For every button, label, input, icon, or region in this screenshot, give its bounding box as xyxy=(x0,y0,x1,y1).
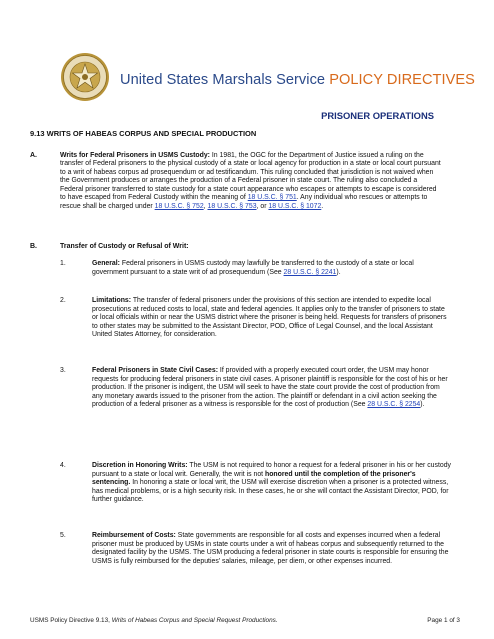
item-text xyxy=(92,462,452,505)
item-emphasis: honored until the completion of the prisoner's sentencing. xyxy=(92,470,416,487)
item-lead: Limitations: xyxy=(92,297,132,304)
section-b-title: Transfer of Custody or Refusal of Writ: xyxy=(60,243,189,250)
item-lead: General: xyxy=(92,260,120,267)
footer-directive-title: Writs of Habeas Corpus and Special Request Productions. xyxy=(111,617,278,624)
section-label: A. xyxy=(30,152,37,159)
series-name: POLICY DIRECTIVES xyxy=(329,72,475,88)
item-end: ). xyxy=(336,268,341,276)
item-lead: Reimbursement of Costs: xyxy=(92,532,176,539)
item-body: State governments are responsible for all costs and expenses incurred when a federal prisoner must be produced by USMs in state courts under a writ of habeas corpus and subsequently returned to the designated facility by the USMS. The USM producing a federal prisoner in state courts is responsible for ensuring the USMS is fully reimbursed for the deputies' salaries, mileage, per diem, or other expenses incurred. xyxy=(92,532,449,565)
item-body: The USM is not required to honor a request for a federal prisoner in his or her custody pursuant to a state or local writ. Generally, the writ is not xyxy=(92,462,451,478)
item-body: If provided with a properly executed court order, the USM may honor requests for producing federal prisoners in state civil cases. A prisoner plaintiff is responsible for the cost of his or her production. If the prisoner is indigent, the USM will seek to have the state court provide the cost of production from any monetary awards issued to the prisoner from the action. The plaintiff or defendant in a civil action seeking the production of a federal prisoner as a witness is responsible for the cost of production (See xyxy=(92,367,448,409)
item-number: 3. xyxy=(60,367,66,374)
section-a-title: Writs for Federal Prisoners in USMS Custody: xyxy=(60,151,210,159)
org-name: United States Marshals Service xyxy=(120,72,326,88)
item-text xyxy=(92,297,452,340)
item-text xyxy=(92,260,452,277)
letterhead xyxy=(60,52,480,104)
directive-title: 9.13 WRITS OF HABEAS CORPUS AND SPECIAL PRODUCTION xyxy=(30,129,257,138)
marshals-seal-icon xyxy=(60,52,110,102)
footer-directive: USMS Policy Directive 9.13, xyxy=(30,617,110,624)
item-text xyxy=(92,532,452,566)
link-18-usc-753[interactable]: 18 U.S.C. § 753 xyxy=(207,203,257,211)
footer-citation xyxy=(30,617,278,624)
link-18-usc-1072[interactable]: 18 U.S.C. § 1072 xyxy=(268,203,322,211)
separator: , or xyxy=(256,203,267,211)
item-body: The transfer of federal prisoners under the provisions of this section are intended to expedite local prosecutions at reduced costs to local, state and federal agencies. It applies only to the transfer of prisoners to state or local officials within or near the USMS district where the prisoner is being held. Requests for transfers of prisoners to other states may be submitted to the Assistant Director, POD, Office of Legal Counsel, and the local Assistant United States Attorney, for consideration. xyxy=(92,297,447,339)
item-number: 5. xyxy=(60,532,66,539)
item-number: 1. xyxy=(60,260,66,267)
item-text xyxy=(92,367,452,410)
item-number: 2. xyxy=(60,297,66,304)
item-body: Federal prisoners in USMS custody may lawfully be transferred to the custody of a state or local government pursuant to a state writ of ad prosequendum (See xyxy=(92,260,414,276)
item-lead: Discretion in Honoring Writs: xyxy=(92,462,188,469)
section-a-text: In 1981, the OGC for the Department of Justice issued a ruling on the transfer of Federal prisoners to the physical custody of a state or local agency for production in a state or local court pursuant to a writ of habeas corpus ad prosequendum or ad testificandum. This ruling concluded that jurisdiction is not waived when the Government produces or arranges the production of a Federal prisoner in state court. The ruling also concluded a Federal prisoner transferred to state custody for a state court appearance who escapes or attempts to escape is considered to have escaped from Federal Custody within the meaning of xyxy=(60,151,441,202)
section-heading: PRISONER OPERATIONS xyxy=(321,110,434,121)
item-lead: Federal Prisoners in State Civil Cases: xyxy=(92,367,218,374)
link-28-usc-2254[interactable]: 28 U.S.C. § 2254 xyxy=(367,401,421,409)
section-a-body xyxy=(60,152,442,212)
link-28-usc-2241[interactable]: 28 U.S.C. § 2241 xyxy=(283,268,337,276)
section-a-text-2: . Any individual who rescues or attempts to rescue shall be charged under xyxy=(60,194,428,211)
section-label: B. xyxy=(30,243,37,250)
letterhead-title xyxy=(120,72,475,88)
link-18-usc-752[interactable]: 18 U.S.C. § 752 xyxy=(154,203,204,211)
separator: , xyxy=(203,203,206,211)
item-end: ). xyxy=(420,401,425,409)
item-number: 4. xyxy=(60,462,66,469)
period: . xyxy=(321,203,324,211)
link-18-usc-751[interactable]: 18 U.S.C. § 751 xyxy=(247,194,297,202)
item-body-2: In honoring a state or local writ, the USM will exercise discretion when a prisoner is a protected witness, has medical problems, or is a high security risk. In these cases, he or she will contact the Assistant Director, POD, for further guidance. xyxy=(92,479,449,504)
page-number: Page 1 of 3 xyxy=(427,617,460,624)
